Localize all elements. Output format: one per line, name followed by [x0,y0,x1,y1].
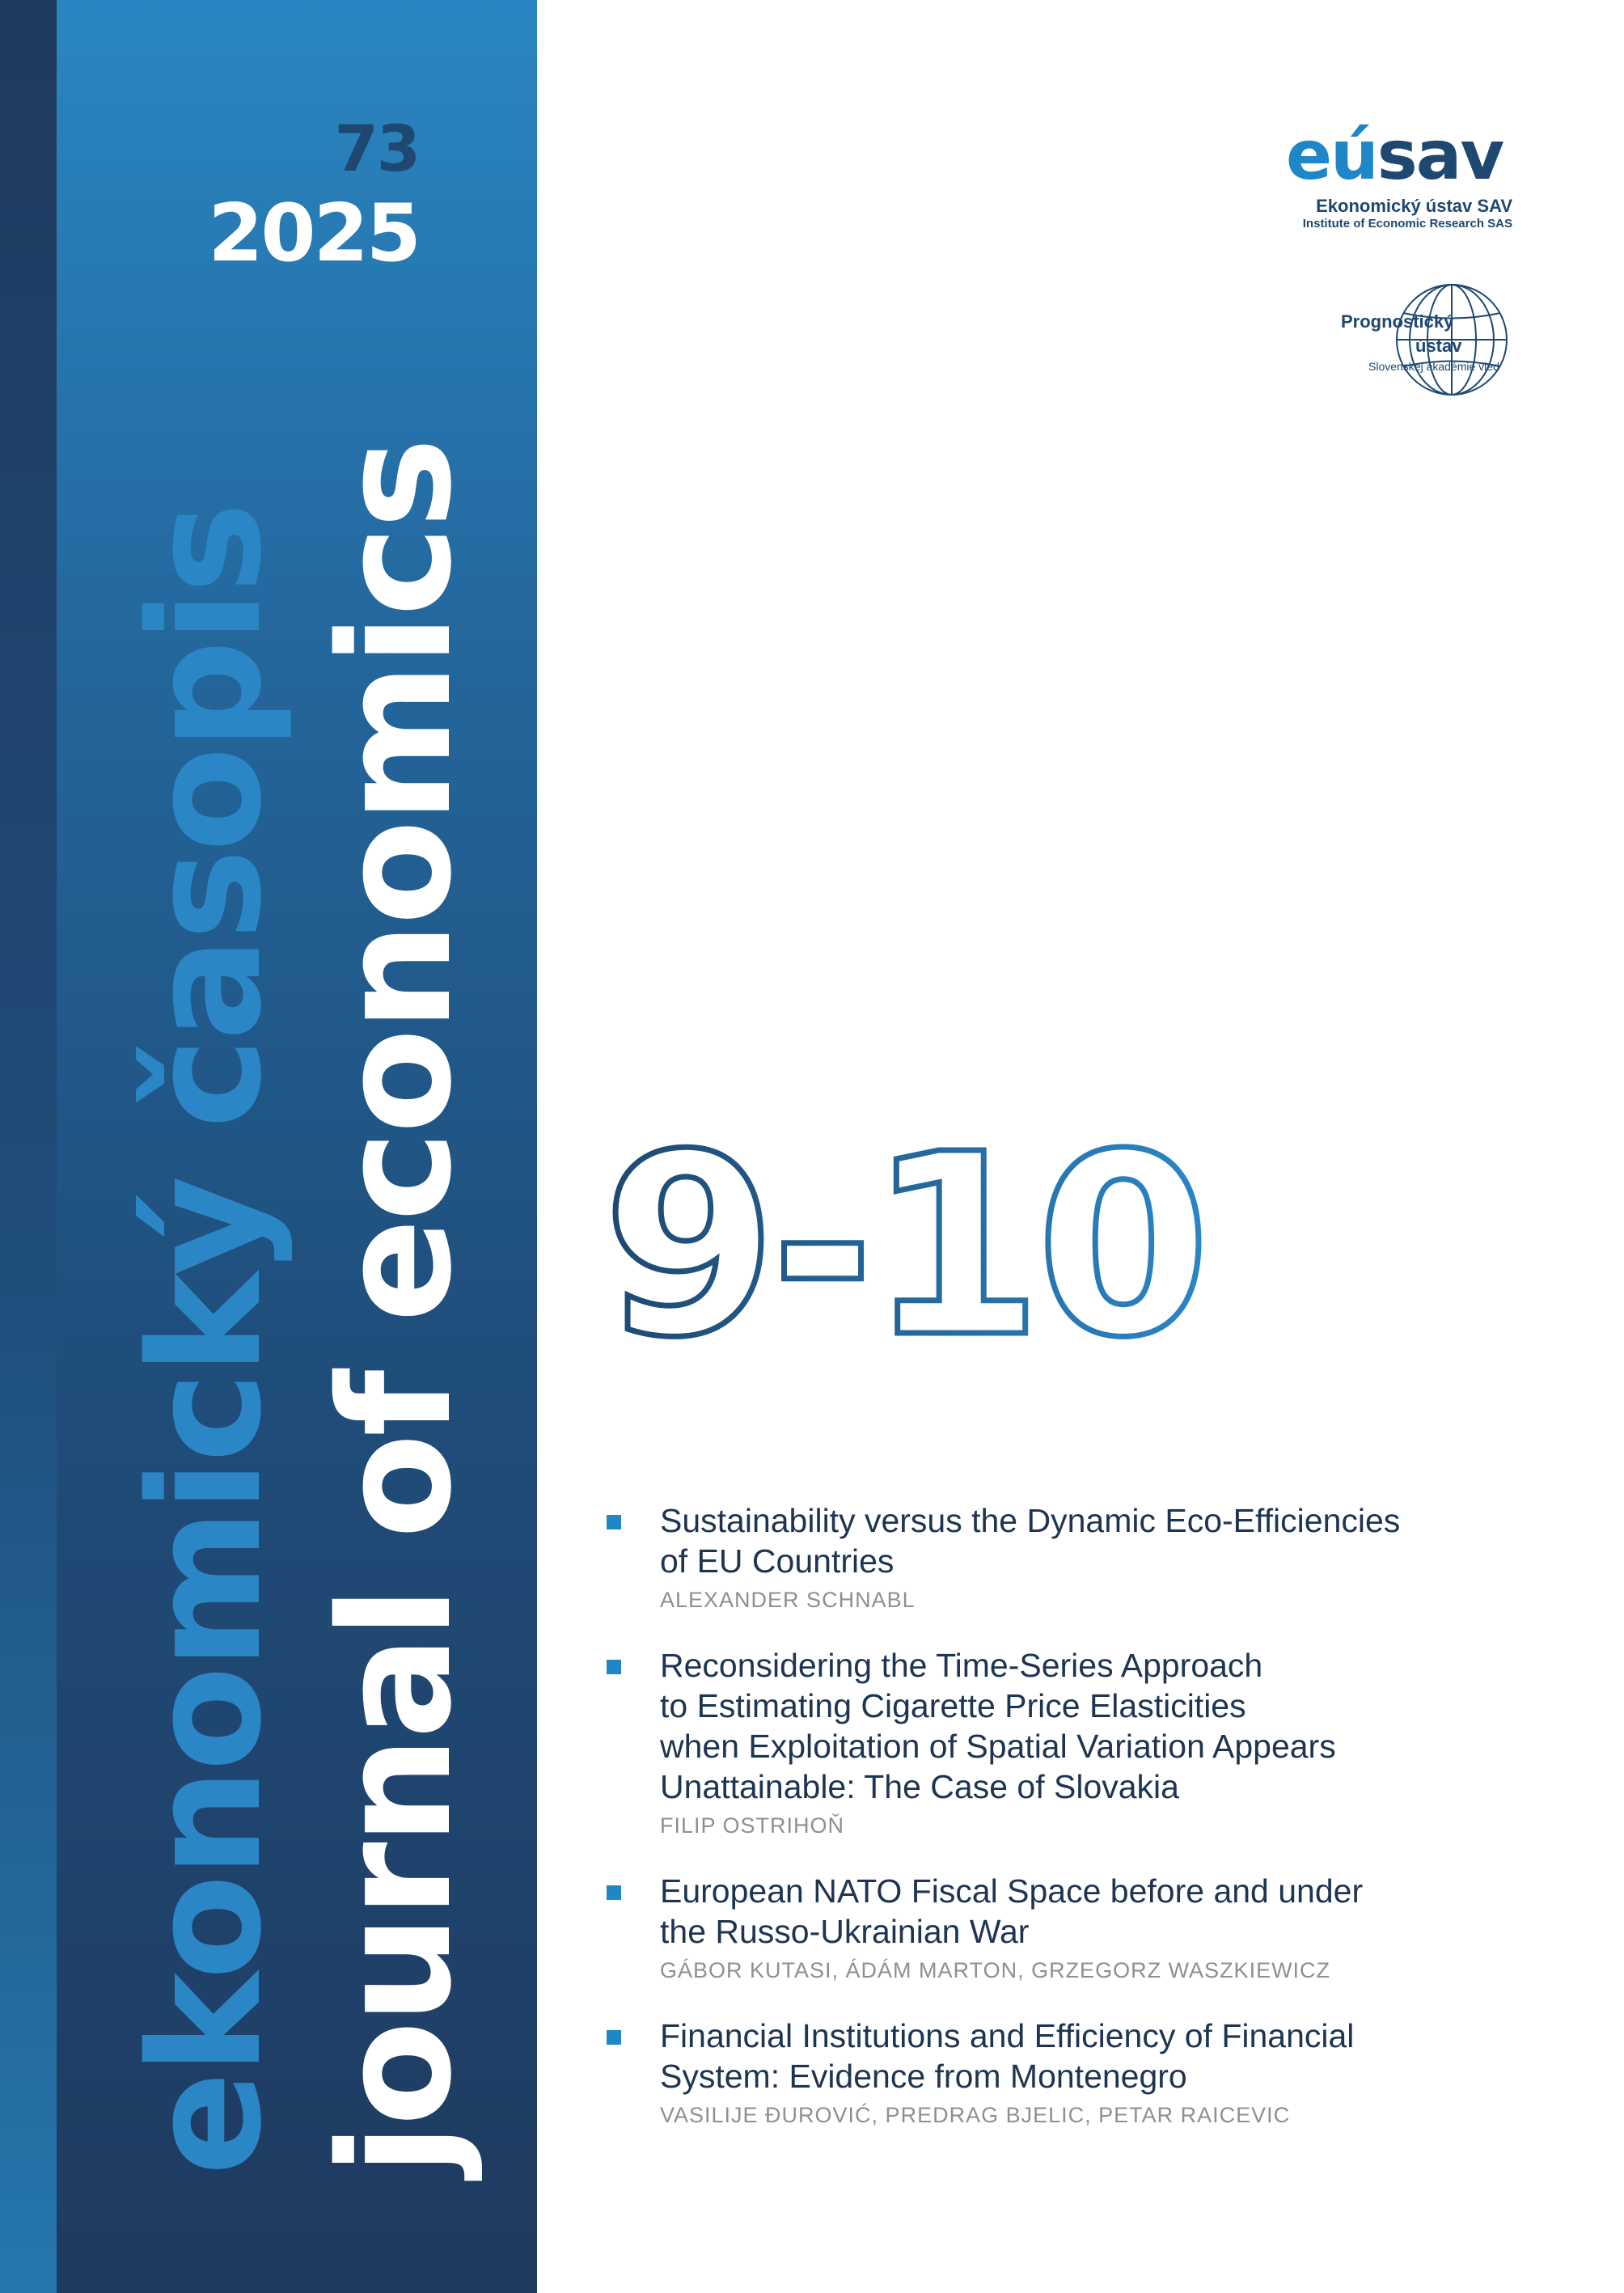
eusav-wordmark [1286,116,1512,195]
list-item [607,1871,1537,1983]
article-authors: FILIP OSTRIHOŇ [660,1813,845,1838]
prognosticky-line2: ústav [1415,336,1462,356]
square-bullet-icon [607,1515,621,1529]
square-bullet-icon [607,2030,621,2045]
eusav-name-en: Institute of Economic Research SAS [1302,217,1512,231]
year: 2025 [208,188,419,280]
article-title: Reconsidering the Time-Series Approach to Estimating Cigarette Price Elasticities when Exploitation of Spatial Variation Appears Unattainable: The Case of Slovakia [660,1647,1336,1805]
journal-title-en: journal of economics [307,440,485,2176]
issue-number-text: 9-10 [603,1124,1204,1351]
list-item [607,1500,1537,1613]
square-bullet-icon [607,1885,621,1900]
eusav-name-sk: Ekonomický ústav SAV [1316,196,1512,216]
article-title: European NATO Fiscal Space before and under the Russo-Ukrainian War [660,1872,1364,1950]
article-authors: GÁBOR KUTASI, ÁDÁM MARTON, GRZEGORZ WASZKIEWICZ [660,1958,1331,1982]
eusav-logo [1286,116,1512,231]
list-item [607,1645,1537,1838]
volume-number: 73 [334,113,419,186]
article-title: Financial Institutions and Efficiency of Financial System: Evidence from Montenegro [660,2017,1355,2095]
journal-title-sk: ekonomický časopis [116,505,295,2176]
article-authors: VASILIJE ĐUROVIĆ, PREDRAG BJELIC, PETAR RAICEVIC [660,2103,1291,2127]
article-title: Sustainability versus the Dynamic Eco-Efficiencies of EU Countries [660,1502,1401,1580]
cover-edge-strip [0,0,57,2293]
eusav-wordmark-sav: sav [1377,116,1503,195]
issue-number [603,1124,1217,1351]
prognosticky-line1: Prognostický [1341,311,1454,332]
eusav-wordmark-eu: eú [1286,116,1377,195]
square-bullet-icon [607,1660,621,1674]
prognosticky-ustav-logo [1326,279,1512,400]
article-authors: ALEXANDER SCHNABL [660,1588,916,1612]
article-list [607,1500,1537,2160]
list-item [607,2016,1537,2128]
prognosticky-line3: Slovenskej akadémie vied [1368,360,1499,373]
